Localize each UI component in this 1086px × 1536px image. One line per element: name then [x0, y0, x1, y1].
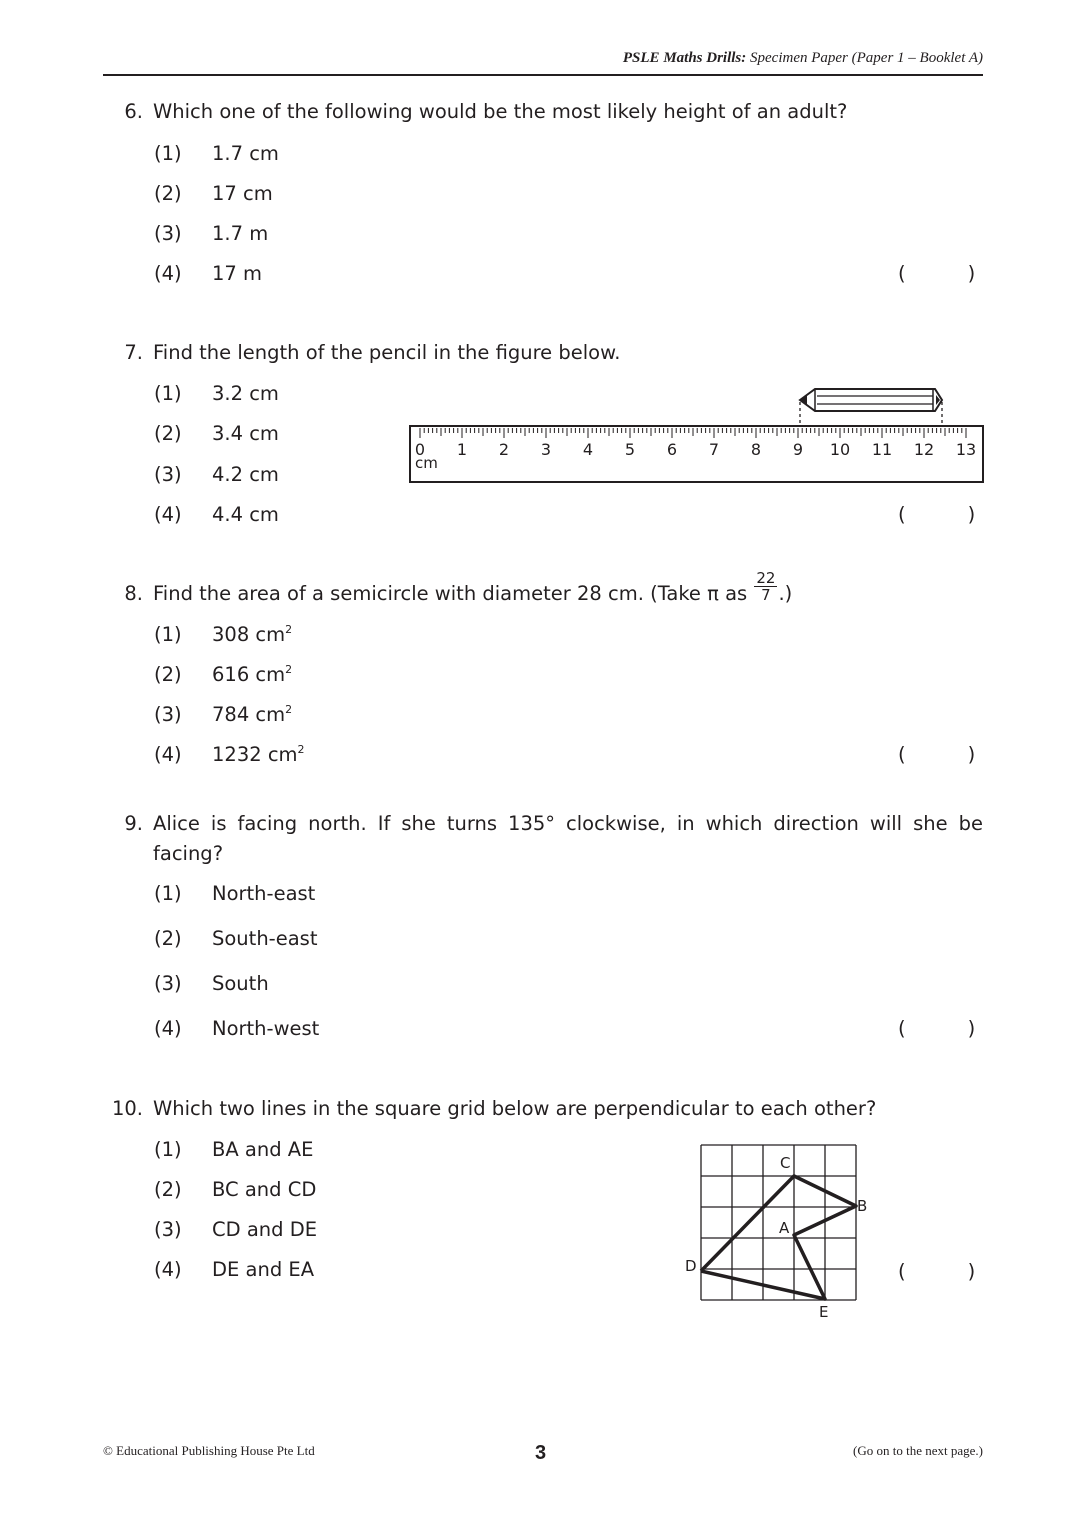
question-number: 6. — [124, 100, 143, 123]
ruler-unit: cm — [415, 454, 438, 472]
option-number: (2) — [154, 182, 182, 205]
ruler-label: 12 — [913, 440, 935, 459]
option-value: 1232 cm — [212, 743, 298, 766]
answer-box-9[interactable]: ( ) — [898, 1017, 976, 1040]
point-label-d: D — [685, 1257, 697, 1275]
option-text: 17 m — [212, 262, 263, 285]
option-number: (1) — [154, 142, 182, 165]
option-number: (3) — [154, 972, 182, 995]
option-text — [212, 623, 292, 646]
ruler-label: 5 — [624, 440, 636, 459]
option-value: 784 cm — [212, 703, 286, 726]
option-number: (4) — [154, 1258, 182, 1281]
option-number: (2) — [154, 1178, 182, 1201]
point-label-c: C — [780, 1154, 791, 1172]
option-superscript: 2 — [285, 623, 293, 636]
option-number: (2) — [154, 422, 182, 445]
question-number: 7. — [124, 341, 143, 364]
ruler-label: 10 — [829, 440, 851, 459]
option-number: (4) — [154, 262, 182, 285]
ruler-label: 9 — [792, 440, 804, 459]
header-rule — [103, 74, 983, 76]
point-label-a: A — [779, 1219, 790, 1237]
option-text — [212, 703, 292, 726]
point-label-e: E — [819, 1303, 829, 1321]
question-text-before: Find the area of a semicircle with diameter 28 cm. (Take π as — [153, 582, 754, 605]
ruler-label: 6 — [666, 440, 678, 459]
option-text: DE and EA — [212, 1258, 315, 1281]
option-text: 3.4 cm — [212, 422, 279, 445]
option-superscript: 2 — [297, 743, 305, 756]
question-text: Which two lines in the square grid below are perpendicular to each other? — [153, 1097, 877, 1120]
header-bold: PSLE Maths Drills: — [622, 50, 747, 66]
question-number: 8. — [124, 582, 143, 605]
answer-box-7[interactable]: ( ) — [898, 503, 976, 526]
question-number: 9. — [124, 812, 143, 835]
option-text — [212, 663, 292, 686]
fraction-denominator: 7 — [761, 586, 771, 604]
option-text: CD and DE — [212, 1218, 318, 1241]
option-text: South — [212, 972, 269, 995]
option-text: 17 cm — [212, 182, 273, 205]
ruler-label: 11 — [871, 440, 893, 459]
option-superscript: 2 — [285, 703, 293, 716]
option-text: 3.2 cm — [212, 382, 279, 405]
ruler-body — [410, 426, 983, 482]
option-text: 1.7 cm — [212, 142, 279, 165]
question-text: Which one of the following would be the most likely height of an adult? — [153, 100, 848, 123]
answer-box-6[interactable]: ( ) — [898, 262, 976, 285]
pencil-body — [800, 389, 942, 411]
option-text: 4.4 cm — [212, 503, 279, 526]
fraction-numerator: 22 — [756, 569, 776, 587]
question-text-after: .) — [778, 582, 793, 605]
option-text: South-east — [212, 927, 318, 950]
option-value: 308 cm — [212, 623, 286, 646]
ruler-figure — [405, 380, 987, 486]
option-number: (1) — [154, 1138, 182, 1161]
option-number: (3) — [154, 1218, 182, 1241]
question-text-line2: facing? — [153, 842, 224, 865]
option-number: (4) — [154, 503, 182, 526]
option-text: North-west — [212, 1017, 320, 1040]
question-text-line1: Alice is facing north. If she turns 135° clockwise, in which direction will she be — [153, 812, 983, 835]
option-text — [212, 743, 305, 766]
ruler-label: 3 — [540, 440, 552, 459]
ruler-label: 1 — [456, 440, 468, 459]
answer-box-8[interactable]: ( ) — [898, 743, 976, 766]
option-number: (3) — [154, 463, 182, 486]
footer-copyright: © Educational Publishing House Pte Ltd — [103, 1443, 315, 1458]
page-number: 3 — [535, 1442, 547, 1464]
option-value: 616 cm — [212, 663, 286, 686]
ruler-label: 7 — [708, 440, 720, 459]
option-number: (3) — [154, 703, 182, 726]
option-number: (1) — [154, 882, 182, 905]
option-superscript: 2 — [285, 663, 293, 676]
ruler-label: 2 — [498, 440, 510, 459]
footer-next-page: (Go on to the next page.) — [853, 1443, 983, 1458]
option-text: BA and AE — [212, 1138, 314, 1161]
option-number: (2) — [154, 663, 182, 686]
option-number: (3) — [154, 222, 182, 245]
option-number: (4) — [154, 743, 182, 766]
ruler-label: 0 — [414, 440, 426, 459]
option-text: North-east — [212, 882, 316, 905]
option-text: 4.2 cm — [212, 463, 279, 486]
running-header — [103, 50, 983, 67]
header-rest: Specimen Paper (Paper 1 – Booklet A) — [750, 50, 983, 66]
answer-box-10[interactable]: ( ) — [898, 1260, 976, 1283]
option-number: (1) — [154, 623, 182, 646]
ruler-label: 8 — [750, 440, 762, 459]
fraction — [754, 570, 777, 603]
question-text — [153, 569, 793, 609]
option-number: (2) — [154, 927, 182, 950]
point-label-b: B — [857, 1197, 868, 1215]
pencil — [800, 389, 942, 428]
square-grid-figure — [680, 1136, 880, 1326]
question-number: 10. — [111, 1097, 143, 1120]
option-text: BC and CD — [212, 1178, 317, 1201]
ruler-label: 13 — [955, 440, 977, 459]
option-text: 1.7 m — [212, 222, 269, 245]
question-text: Find the length of the pencil in the figure below. — [153, 341, 621, 364]
option-number: (4) — [154, 1017, 182, 1040]
option-number: (1) — [154, 382, 182, 405]
ruler-label: 4 — [582, 440, 594, 459]
